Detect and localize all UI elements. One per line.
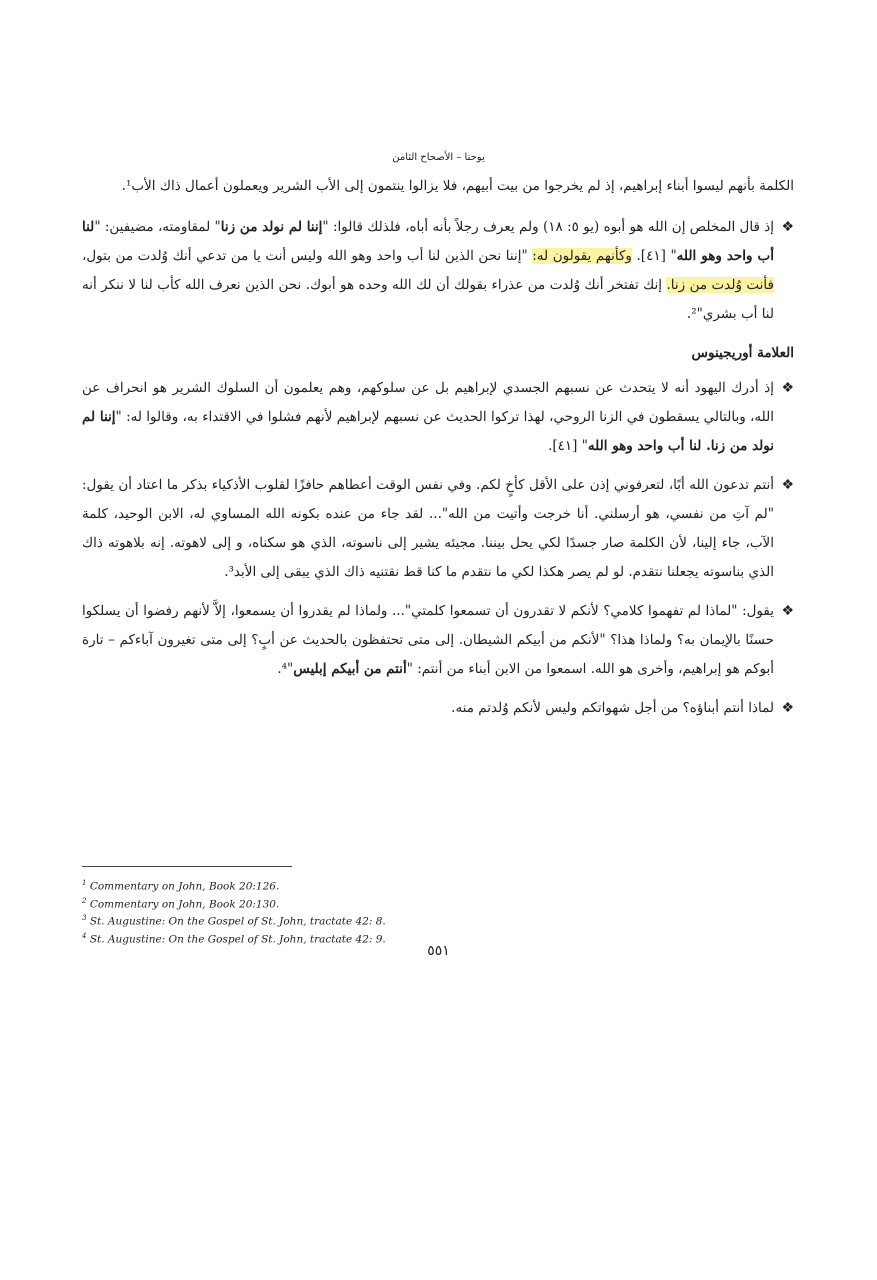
bullet-paragraph-4 <box>82 597 794 684</box>
text-run: "إننا نحن الذين لنا أب واحد وهو الله وليس أنت يا من تدعي أنك وُلدت من بتول، <box>82 248 533 264</box>
footnote <box>82 894 582 912</box>
highlighted-text: وكأنهم يقولون له: <box>532 248 632 264</box>
paragraph-continuation: الكلمة بأنهم ليسوا أبناء إبراهيم، إذ لم يخرجوا من بيت أبيهم، فلا يزالوا ينتمون إلى الأب الشرير ويعملون أعمال ذاك الأب¹. <box>121 178 794 194</box>
footnote-text: St. Augustine: On the Gospel of St. John, tractate 42: 8. <box>89 915 386 928</box>
text-run: لماذا أنتم أبناؤه؟ من أجل شهواتكم وليس لأنكم وُلدتم منه. <box>451 700 774 716</box>
bullet-paragraph-2 <box>82 374 794 461</box>
highlighted-text: فأنت وُلدت من زنا. <box>666 277 774 293</box>
footnote-text: Commentary on John, Book 20:126. <box>89 880 280 893</box>
footnote-divider <box>82 866 292 867</box>
bullet-diamond-icon: ❖ <box>781 380 794 396</box>
running-header: يوحنا – الأصحاح الثامن <box>392 152 485 163</box>
text-run: يقول: "لماذا لم تفهموا كلامي؟ لأنكم لا تقدرون أن تسمعوا كلمتي"... ولماذا لم يقدروا أن يسمعوا، إلاَّ لأنهم رفضوا أن يسلكوا حسنًا بالإيمان به؟ ولماذا هذا؟ "لأنكم من أبيكم الشيطان. إلى متى تحتفظون بالحديث عن أبٍ؟ إلى متى تغيرون آباءكم – تارة أبوكم هو إبراهيم، وأخرى هو الله. اسمعوا من الابن أبناء من أنتم: " <box>82 603 774 677</box>
footnote <box>82 876 582 894</box>
bold-quote: إننا لم نولد من زنا <box>220 219 323 235</box>
bullet-paragraph-5 <box>82 694 794 723</box>
bullet-diamond-icon: ❖ <box>781 477 794 493</box>
page-number: ٥٥١ <box>427 943 450 959</box>
text-run: " [٤١]. <box>631 248 677 264</box>
bold-quote: لنا أب واحد وهو الله <box>82 219 774 264</box>
text-run: أنتم تدعون الله أبًا، لتعرفوني إذن على الأقل كأخٍ لكم. وفي نفس الوقت أعطاهم حافزًا لقلوب الأذكياء بذكر ما اعتاد أن يقول: "لم آتِ من نفسي، هو أرسلني. أنا خرجت وأتيت من الله"... لقد جاء من عنده بكونه الله المساوي له، الابن الوحيد، كلمة الآب، جاء إلينا، لأن الكلمة صار جسدًا لكي يحل بيننا. مجيئه يشير إلى ناسوته، الذي هو سكناه، و إلى لاهوته. إنه بلاهوته ذاك الذي بناسوته يجعلنا نتقدم. لو لم يصر هكذا لكي ما نتقدم ما كنا قط نقتنيه ذاك الذي يبقى إلى الأبد³. <box>82 477 774 580</box>
footnote-number: 4 <box>82 931 87 940</box>
bullet-diamond-icon: ❖ <box>781 603 794 619</box>
bullet-paragraph-1 <box>82 213 794 329</box>
text-run: " [٤١]. <box>548 438 588 454</box>
text-run: "⁴. <box>277 661 294 677</box>
bold-quote: إننا لم نولد من زنا. لنا أب واحد وهو الله <box>82 409 774 454</box>
text-run: إنك تفتخر أنك وُلدت من عذراء بقولك أن لك الله وحده هو أبوك. نحن الذين نعرف الله كأب لنا لا ننكر أنه لنا أب بشري"². <box>82 277 774 322</box>
text-run: إذ قال المخلص إن الله هو أبوه (يو ٥: ١٨) ولم يعرف رجلاً بأنه أباه، فلذلك قالوا: " <box>322 219 775 235</box>
footnote-number: 3 <box>82 914 87 922</box>
text-run: " لمقاومته، مضيفين: " <box>94 219 221 235</box>
bullet-diamond-icon: ❖ <box>781 700 794 716</box>
footnote-number: 1 <box>82 879 87 887</box>
footnote-number: 2 <box>82 896 87 905</box>
footnotes <box>82 876 582 946</box>
footnote-text: St. Augustine: On the Gospel of St. John, tractate 42: 9. <box>89 933 386 945</box>
text-run: إذ أدرك اليهود أنه لا يتحدث عن نسبهم الجسدي لإبراهيم بل عن سلوكهم، وهم يعلمون أن السلوك الشرير هو انحراف عن الله، وبالتالي يسقطون في الزنا الروحي، لهذا تركوا الحديث عن نسبهم لإبراهيم لأنهم فشلوا في الاقتداء به، وقالوا له: " <box>82 380 774 425</box>
section-heading: العلامة أوريجينوس <box>691 345 794 361</box>
bold-quote: أنتم من أبيكم إبليس <box>293 661 407 677</box>
main-text <box>82 172 794 733</box>
footnote-text: Commentary on John, Book 20:130. <box>89 898 280 910</box>
bullet-paragraph-3 <box>82 471 794 587</box>
footnote <box>82 911 582 929</box>
bullet-diamond-icon: ❖ <box>781 219 794 235</box>
